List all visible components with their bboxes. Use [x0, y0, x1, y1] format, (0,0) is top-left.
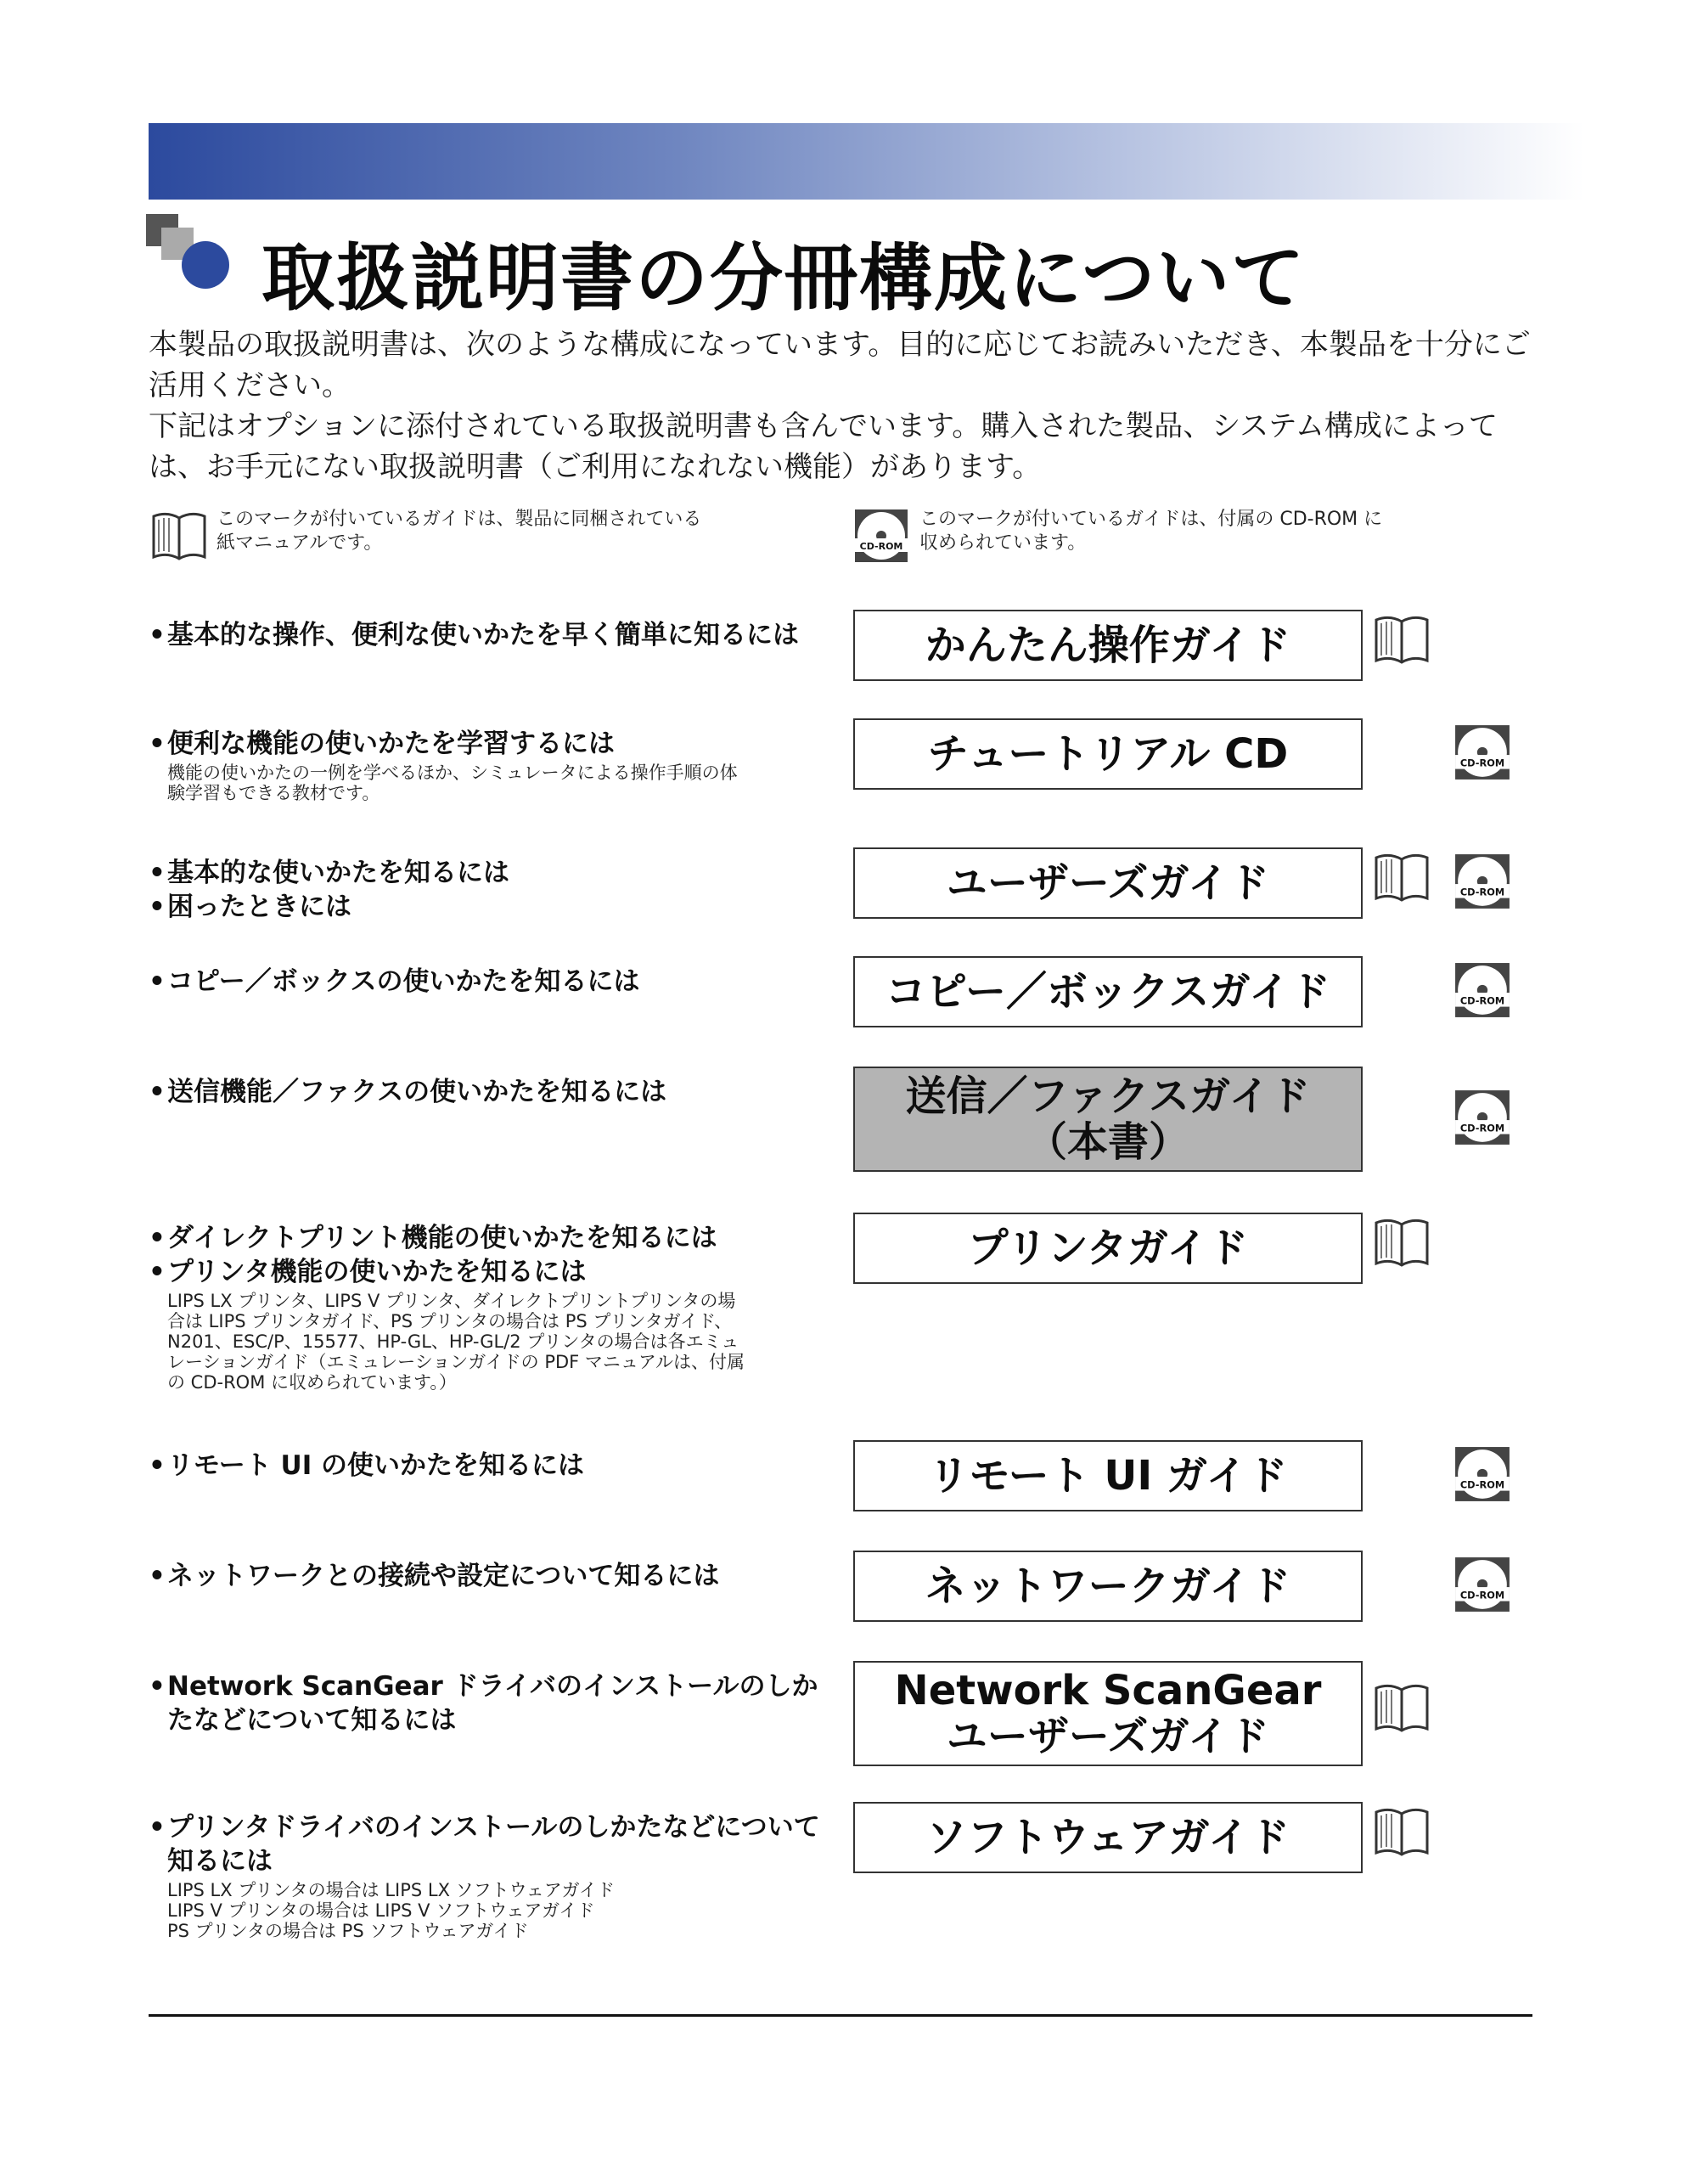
- guide-question: [149, 618, 828, 652]
- guide-title-box: [853, 1440, 1363, 1511]
- book-icon: [1371, 611, 1432, 667]
- guide-title-box: [853, 1213, 1363, 1284]
- guide-bullet: • 困ったときには: [149, 890, 828, 924]
- guide-bullet: • 基本的な操作、便利な使いかたを早く簡単に知るには: [149, 618, 828, 652]
- guide-bullet: • プリンタドライバのインストールのしかたなどについて知るには: [149, 1810, 828, 1878]
- guide-note: LIPS LX プリンタ、LIPS V プリンタ、ダイレクトプリントプリンタの場 合は LIPS プリンタガイド、PS プリンタの場合は PS プリンタガイド、 N201、ESC/P、15577、HP-GL、HP-GL/2 プリンタの場合は各エミュ レーションガイド（エミュレーションガイドの PDF マニュアルは、付属 の CD-ROM に収められています。）: [167, 1291, 745, 1393]
- guide-bullet: • Network ScanGear ドライバのインストールのしかたなどについて知るには: [149, 1669, 828, 1737]
- section-marker-icon: [146, 214, 231, 295]
- book-icon: [1371, 849, 1432, 905]
- guide-title-box-current: [853, 1067, 1363, 1172]
- book-icon: [149, 508, 210, 564]
- guide-title: リモート UI ガイド: [928, 1452, 1288, 1500]
- cd-rom-icon: [1453, 961, 1511, 1019]
- guide-bullet: • ダイレクトプリント機能の使いかたを知るには: [149, 1221, 828, 1255]
- guide-title: かんたん操作ガイド: [925, 622, 1291, 669]
- guide-question: [149, 1810, 828, 1941]
- guide-title-box: [853, 610, 1363, 681]
- svg-text:CD-ROM: CD-ROM: [1459, 757, 1505, 769]
- guide-title-box: [853, 718, 1363, 790]
- guide-title-box: [853, 1802, 1363, 1873]
- cd-rom-icon: [853, 508, 909, 564]
- page-title: 取扱説明書の分冊構成について: [261, 236, 1307, 321]
- svg-text:CD-ROM: CD-ROM: [859, 541, 903, 552]
- guide-title-box: [853, 1551, 1363, 1622]
- guide-title-box: [853, 1661, 1363, 1766]
- svg-text:CD-ROM: CD-ROM: [1459, 1122, 1505, 1134]
- legend-cd-text: このマークが付いているガイドは、付属の CD-ROM に 収められています。: [919, 509, 1383, 554]
- guide-title: ユーザーズガイド: [946, 859, 1270, 907]
- legend-book-text: このマークが付いているガイドは、製品に同梱されている 紙マニュアルです。: [216, 509, 702, 554]
- svg-text:CD-ROM: CD-ROM: [1459, 1589, 1505, 1601]
- book-icon: [1371, 1680, 1432, 1736]
- cd-rom-icon: [1453, 1089, 1511, 1146]
- book-icon: [1371, 1214, 1432, 1270]
- guide-bullet: • リモート UI の使いかたを知るには: [149, 1449, 828, 1483]
- guide-question: [149, 965, 828, 999]
- svg-text:CD-ROM: CD-ROM: [1459, 886, 1505, 898]
- guide-title-box: [853, 847, 1363, 919]
- guide-bullet: • 送信機能／ファクスの使いかたを知るには: [149, 1075, 828, 1109]
- guide-title: ユーザーズガイド: [946, 1713, 1270, 1760]
- guide-note: LIPS LX プリンタの場合は LIPS LX ソフトウェアガイド LIPS V プリンタの場合は LIPS V ソフトウェアガイド PS プリンタの場合は PS ソフトウェアガイド: [167, 1880, 615, 1941]
- guide-title-box: [853, 956, 1363, 1027]
- guide-bullet: • プリンタ機能の使いかたを知るには: [149, 1255, 828, 1289]
- cd-rom-icon: [1453, 1445, 1511, 1503]
- footer-rule: [149, 2014, 1532, 2017]
- guide-question: [149, 1559, 828, 1593]
- guide-question: [149, 1449, 828, 1483]
- guide-title: ソフトウェアガイド: [925, 1814, 1290, 1861]
- guide-title: （本書）: [1026, 1118, 1189, 1166]
- guide-question: [149, 1221, 828, 1393]
- guide-title: Network ScanGear: [894, 1667, 1322, 1714]
- guide-title: チュートリアル CD: [927, 730, 1289, 778]
- guide-bullet: • ネットワークとの接続や設定について知るには: [149, 1559, 828, 1593]
- guide-title: コピー／ボックスガイド: [885, 968, 1331, 1016]
- intro-paragraph-1: 本製品の取扱説明書は、次のような構成になっています。目的に応じてお読みいただき、本製品を十分にご活用ください。: [149, 328, 1531, 402]
- guide-question: [149, 1075, 828, 1109]
- guide-question: [149, 727, 828, 803]
- cd-rom-icon: [1453, 853, 1511, 910]
- header-banner: [149, 123, 1660, 200]
- guide-title: プリンタガイド: [967, 1224, 1249, 1272]
- guide-bullet: • 基本的な使いかたを知るには: [149, 856, 828, 890]
- guide-question: [149, 1669, 828, 1737]
- guide-note: 機能の使いかたの一例を学べるほか、シミュレータによる操作手順の体 験学習もできる教材です。: [167, 763, 738, 803]
- intro-paragraph-2: 下記はオプションに添付されている取扱説明書も含んでいます。購入された製品、システム構成によっては、お手元にない取扱説明書（ご利用になれない機能）があります。: [149, 409, 1498, 484]
- book-icon: [1371, 1804, 1432, 1860]
- guide-title: ネットワークガイド: [925, 1562, 1291, 1610]
- cd-rom-icon: [1453, 723, 1511, 781]
- guide-question: [149, 856, 828, 924]
- guide-bullet: • コピー／ボックスの使いかたを知るには: [149, 965, 828, 999]
- cd-rom-icon: [1453, 1556, 1511, 1613]
- guide-bullet: • 便利な機能の使いかたを学習するには: [149, 727, 828, 761]
- svg-text:CD-ROM: CD-ROM: [1459, 1478, 1505, 1491]
- svg-text:CD-ROM: CD-ROM: [1459, 994, 1505, 1007]
- guide-title: 送信／ファクスガイド: [905, 1072, 1311, 1120]
